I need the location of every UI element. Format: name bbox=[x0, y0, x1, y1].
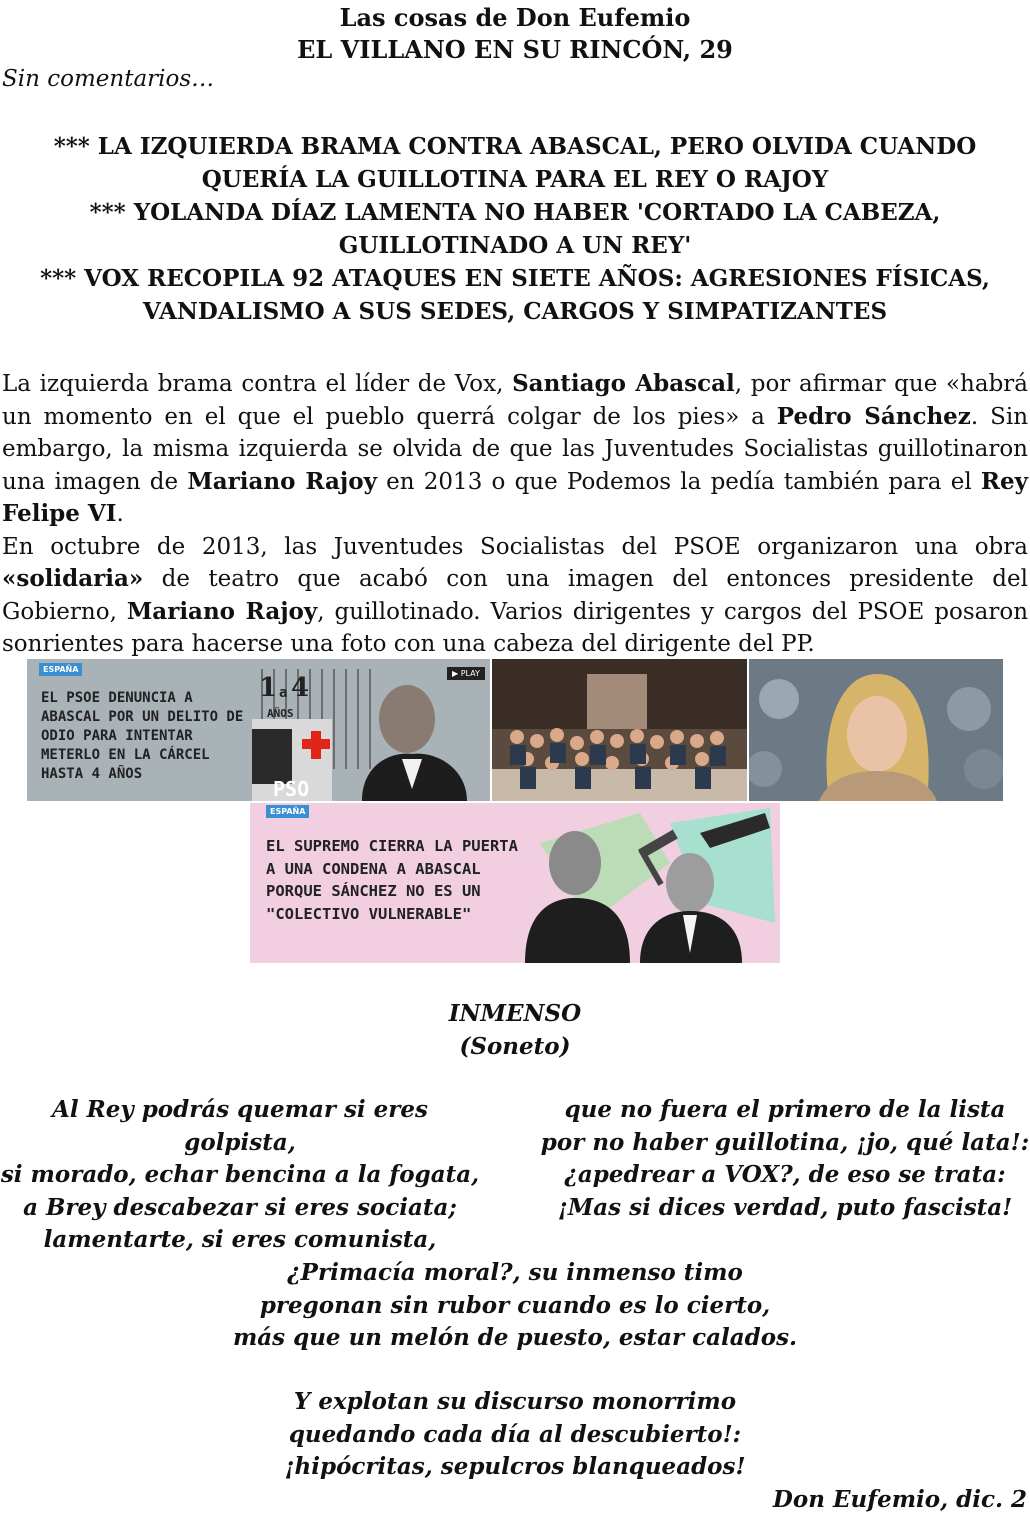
name-rajoy: Mariano Rajoy bbox=[187, 467, 377, 495]
name-rajoy: Mariano Rajoy bbox=[126, 597, 318, 625]
psoe-logo-text: PSO bbox=[273, 777, 310, 801]
stanza-tercet-1 bbox=[0, 1257, 1030, 1355]
verse: Y explotan su discurso monorrimo bbox=[293, 1388, 737, 1415]
news-headline: EL SUPREMO CIERRA LA PUERTA A UNA CONDENA A ABASCAL PORQUE SÁNCHEZ NO ES UN "COLECTIVO VULNERABLE" bbox=[266, 837, 518, 923]
section-tag: ESPAÑA bbox=[39, 663, 82, 676]
text: . bbox=[116, 501, 124, 527]
group-photo bbox=[492, 659, 747, 801]
badge-a: a bbox=[279, 685, 288, 701]
stanza-quatrain-1 bbox=[0, 1094, 480, 1257]
stanza-quatrain-2 bbox=[540, 1094, 1030, 1224]
verse: ¡hipócritas, sepulcros blanqueados! bbox=[284, 1453, 746, 1480]
name-felipe: Rey Felipe VI bbox=[2, 467, 1028, 527]
text: , guillotinado. Varios dirigentes y cargos del PSOE posaron sonrientes para hacerse una foto con una cabeza del dirigente del PP. bbox=[2, 598, 1029, 657]
text: . Sin embargo, la misma izquierda se olvida de que las Juventudes Socialistas guillotinaron una imagen de bbox=[2, 403, 1029, 495]
verse: que no fuera el primero de la lista bbox=[564, 1096, 1006, 1123]
news-image-psoe-denuncia bbox=[27, 659, 490, 801]
paragraph-2 bbox=[2, 531, 1028, 661]
text: , por afirmar que «habrá un momento en el que el pueblo querrá colgar de los pies» a bbox=[2, 371, 1029, 430]
verse: más que un melón de puesto, estar calados. bbox=[232, 1324, 798, 1351]
article-body bbox=[2, 368, 1028, 661]
headline-3: *** VOX RECOPILA 92 ATAQUES EN SIETE AÑOS: AGRESIONES FÍSICAS, VANDALISMO A SUS SEDES, CARGOS Y SIMPATIZANTES bbox=[40, 265, 990, 325]
intro-note: Sin comentarios… bbox=[2, 66, 215, 92]
text: de teatro que acabó con una imagen del entonces presidente del Gobierno, bbox=[2, 566, 1028, 625]
name-sanchez: Pedro Sánchez bbox=[776, 402, 971, 430]
verse: a Brey descabezar si eres sociata; bbox=[23, 1193, 457, 1221]
play-button[interactable]: ▶ PLAY bbox=[447, 667, 485, 680]
text: en 2013 o que Podemos la pedía también para el bbox=[376, 468, 981, 495]
sonnet-subtitle: (Soneto) bbox=[459, 1033, 571, 1060]
badge-four: 4 bbox=[291, 673, 310, 703]
name-abascal: Santiago Abascal bbox=[512, 370, 735, 397]
verse: ¡Mas si dices verdad, puto fascista! bbox=[557, 1193, 1013, 1221]
verse: ¿apedrear a VOX?, de eso se trata: bbox=[564, 1161, 1006, 1188]
verse: ¿Primacía moral?, su inmenso timo bbox=[287, 1259, 743, 1286]
text: La izquierda brama contra el líder de Vox, bbox=[2, 371, 513, 397]
signature: Don Eufemio, dic. 2 bbox=[772, 1486, 1027, 1513]
sonnet-title: INMENSO bbox=[448, 1000, 582, 1027]
portrait-photo bbox=[749, 659, 1003, 801]
text: En octubre de 2013, las Juventudes Socialistas del PSOE organizaron una obra bbox=[2, 533, 1028, 560]
word-solidaria: «solidaria» bbox=[2, 565, 144, 592]
verse: por no haber guillotina, ¡jo, qué lata!: bbox=[540, 1128, 1030, 1156]
verse: si morado, echar bencina a la fogata, bbox=[0, 1161, 480, 1188]
news-image-theatre-group bbox=[492, 659, 747, 801]
news-image-supremo bbox=[250, 803, 780, 963]
abascal-sanchez-collage bbox=[520, 803, 780, 963]
verse: quedando cada día al descubierto!: bbox=[288, 1420, 742, 1448]
verse: lamentarte, si eres comunista, bbox=[43, 1226, 437, 1253]
headline-2: *** YOLANDA DÍAZ LAMENTA NO HABER 'CORTADO LA CABEZA, GUILLOTINADO A UN REY' bbox=[89, 199, 941, 259]
headline-1: *** LA IZQUIERDA BRAMA CONTRA ABASCAL, PERO OLVIDA CUANDO QUERÍA LA GUILLOTINA PARA EL REY O RAJOY bbox=[53, 133, 977, 193]
badge-years: AÑOS bbox=[267, 707, 294, 720]
verse: Al Rey podrás quemar si eres golpista, bbox=[51, 1096, 429, 1156]
section-tag: ESPAÑA bbox=[266, 805, 309, 818]
badge-one: 1 bbox=[259, 673, 278, 703]
verse: pregonan sin rubor cuando es lo cierto, bbox=[259, 1291, 771, 1319]
header-subtitle: EL VILLANO EN SU RINCÓN, 29 bbox=[297, 35, 733, 64]
news-headline: EL PSOE DENUNCIA A ABASCAL POR UN DELITO DE ODIO PARA INTENTAR METERLO EN LA CÁRCEL HASTA 4 AÑOS bbox=[41, 690, 244, 782]
headlines-block bbox=[0, 130, 1030, 328]
header-title: Las cosas de Don Eufemio bbox=[339, 3, 691, 32]
paragraph-1 bbox=[2, 368, 1028, 531]
news-image-yolanda-portrait bbox=[749, 659, 1003, 801]
stanza-tercet-2 bbox=[0, 1386, 1030, 1484]
